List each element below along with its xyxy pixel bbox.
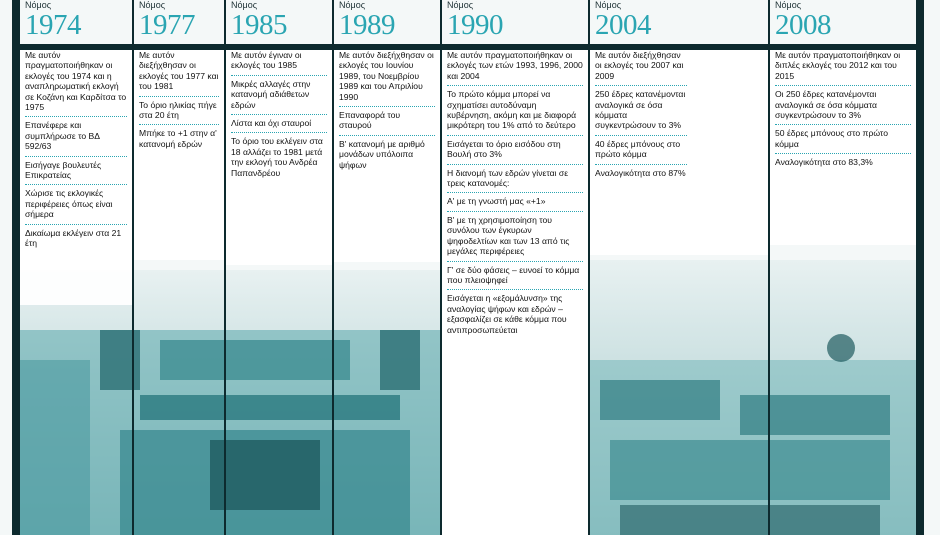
column-item: Εισήγαγε βουλευτές Επικρατείας (25, 157, 127, 186)
column-year: 1974 (25, 9, 81, 41)
header-divider (20, 44, 916, 50)
column-item: Με αυτόν πραγματοποιήθηκαν οι εκλογές του 1974 και η αναπληρωματική εκλογή σε Κοζάνη και Καρδίτσα το 1975 (25, 47, 127, 117)
column-item: Αναλογικότητα στο 87% (595, 167, 686, 178)
column-1974 (20, 0, 134, 535)
column-label: Νόμος (139, 0, 166, 10)
column-item: Με αυτόν έγιναν οι εκλογές του 1985 (231, 47, 327, 76)
column-1977 (134, 0, 226, 535)
column-item: Μπήκε το +1 στην α' κατανομή εδρών (139, 128, 217, 149)
column-2008 (770, 0, 916, 535)
column-item: Μικρές αλλαγές στην κατανομή αδιάθετων εδρών (231, 76, 327, 115)
column-label: Νόμος (231, 0, 258, 10)
column-year: 2008 (775, 9, 831, 41)
column-item: Το πρώτο κόμμα μπορεί να σχηματίσει αυτοδύναμη κυβέρνηση, ακόμη και με διαφορά μικρότερη του 1% από το δεύτερο (447, 86, 583, 136)
column-1989 (334, 0, 442, 535)
column-item: Αναλογικότητα στο 83,3% (775, 157, 873, 168)
column-item: Γ' σε δύο φάσεις – ευνοεί το κόμμα που πλειοψηφεί (447, 262, 583, 291)
column-item: Με αυτόν διεξήχθησαν οι εκλογές του Ιουνίου 1989, του Νοεμβρίου 1989 και του Απριλίου 1990 (339, 47, 435, 107)
column-item: Το όριο ηλικίας πήγε στα 20 έτη (139, 97, 219, 126)
column-item: Επανέφερε και συμπλήρωσε το ΒΔ 592/63 (25, 117, 127, 156)
column-item: Με αυτόν πραγματοποιήθηκαν οι εκλογές των ετών 1993, 1996, 2000 και 2004 (447, 47, 583, 86)
column-2004 (590, 0, 770, 535)
column-label: Νόμος (595, 0, 622, 10)
column-label: Νόμος (447, 0, 474, 10)
column-year: 1977 (139, 9, 195, 41)
left-border (12, 0, 20, 535)
column-item: Το όριο του εκλέγειν στα 18 αλλάζει το 1981 μετά την εκλογή του Ανδρέα Παπανδρέου (231, 136, 323, 178)
column-item: Χώρισε τις εκλογικές περιφέρειες όπως είναι σήμερα (25, 185, 127, 224)
column-item: Επαναφορά του σταυρού (339, 107, 435, 136)
column-label: Νόμος (25, 0, 52, 10)
column-1985 (226, 0, 334, 535)
column-label: Νόμος (775, 0, 802, 10)
column-item: Β' κατανομή με αριθμό μονάδων υπόλοιπα ψήφων (339, 138, 425, 170)
column-item: Β' με τη χρησιμοποίηση του συνόλου των έγκυρων ψηφοδελτίων και των 13 από τις μεγάλες περιφέρειες (447, 212, 583, 262)
right-border (916, 0, 924, 535)
column-year: 1985 (231, 9, 287, 41)
column-item: 250 έδρες κατανέμονται αναλογικά σε όσα κόμματα συγκεντρώσουν το 3% (595, 86, 687, 136)
column-item: Α' με τη γνωστή μας «+1» (447, 193, 583, 211)
column-item: Οι 250 έδρες κατανέμονται αναλογικά σε όσα κόμματα συγκεντρώσουν το 3% (775, 86, 911, 125)
column-year: 1989 (339, 9, 395, 41)
column-item: 50 έδρες μπόνους στο πρώτο κόμμα (775, 125, 911, 154)
column-item: 40 έδρες μπόνους στο πρώτο κόμμα (595, 136, 687, 165)
column-item: Η διανομή των εδρών γίνεται σε τρεις κατανομές: (447, 165, 583, 194)
column-1990 (442, 0, 590, 535)
column-label: Νόμος (339, 0, 366, 10)
column-item: Εισάγεται το όριο εισόδου στη Βουλή στο 3% (447, 136, 583, 165)
column-item: Με αυτόν διεξήχθησαν οι εκλογές του 2007 και 2009 (595, 47, 687, 86)
column-year: 2004 (595, 9, 651, 41)
column-item: Εισάγεται η «εξομάλυνση» της αναλογίας ψήφων και εδρών – εξασφαλίζει σε κάθε κόμμα που αντιπροσωπεύεται (447, 293, 567, 335)
column-item: Λίστα και όχι σταυροί (231, 115, 327, 133)
column-year: 1990 (447, 9, 503, 41)
column-item: Με αυτόν πραγματοποιήθηκαν οι διπλές εκλογές του 2012 και του 2015 (775, 47, 911, 86)
column-item: Δικαίωμα εκλέγειν στα 21 έτη (25, 227, 122, 249)
column-item: Με αυτόν διεξήχθησαν οι εκλογές του 1977 και του 1981 (139, 47, 219, 97)
laws-timeline (20, 0, 916, 535)
